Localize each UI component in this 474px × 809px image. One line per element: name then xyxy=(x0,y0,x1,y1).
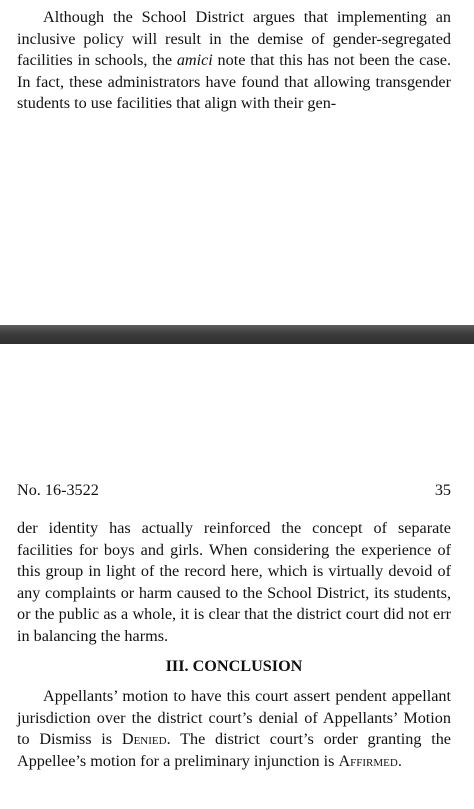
conclusion-paragraph xyxy=(17,686,451,772)
ruling-denied: Denied xyxy=(121,730,167,749)
ruling-affirmed: Affirmed xyxy=(338,751,398,770)
body-paragraph xyxy=(17,7,451,115)
paragraph-text: Although the School District argues that implementing an inclusive policy will result in the demise of gender-segregated facilities in schools, the xyxy=(17,8,451,70)
paragraph-text: . The district court’s order granting the Appellee’s motion for a preliminary injunction is xyxy=(17,730,451,770)
paragraph-text: note that this has not been the case. In fact, these administrators have found that allowing transgender students to use facilities that align with their gen- xyxy=(17,51,451,113)
body-paragraph: der identity has actually reinforced the concept of separate facilities for boys and girls. When considering the experience of this group in light of the record here, which is virtually devoid of any complaints or harm caused to the School District, its students, or the public as a whole, it is clear that the district court did not err in balancing the harms. xyxy=(17,519,451,645)
italic-term: amici xyxy=(176,51,213,70)
paragraph-text: . xyxy=(397,751,402,770)
section-heading: III. CONCLUSION xyxy=(165,657,303,675)
paragraph-text: Appellants’ motion to have this court assert pendent appellant jurisdiction over the district court’s denial of Appellants’ Motion to Dismiss is xyxy=(17,687,451,749)
case-number: No. 16-3522 xyxy=(17,481,99,499)
top-page xyxy=(0,0,474,325)
page-divider xyxy=(0,325,474,344)
page-number: 35 xyxy=(434,481,451,499)
